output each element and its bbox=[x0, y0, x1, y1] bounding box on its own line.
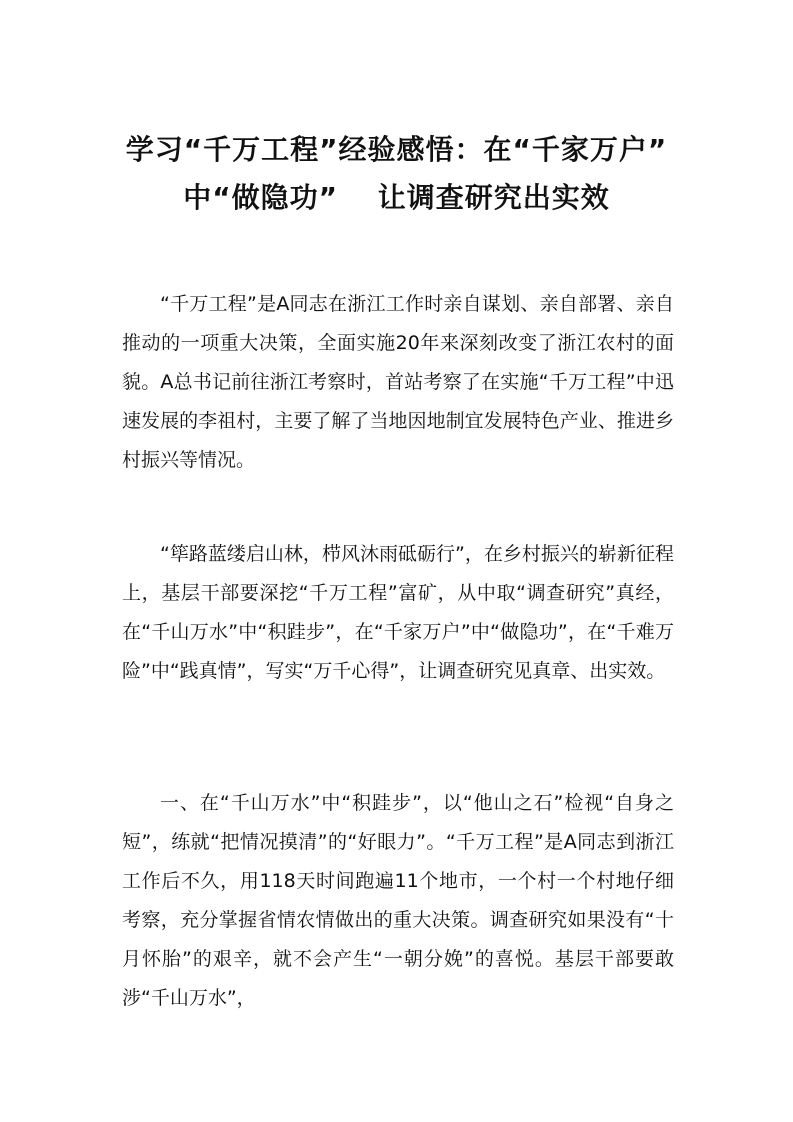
body-paragraph-3: 一、在“千山万水”中“积跬步”，以“他山之石”检视“自身之短”，练就“把情况摸清”的“好眼力”。“千万工程”是A同志到浙江工作后不久，用118天时间跑遍11个地市，一个村一个村地仔细考察，充分掌握省情农情做出的重大决策。调查研究如果没有“十月怀胎”的艰辛，就不会产生“一朝分娩”的喜悦。基层干部要敢涉“千山万水”， bbox=[122, 792, 674, 1009]
document-title-line-2: 中“做隐功” 让调查研究出实效 bbox=[183, 181, 610, 214]
document-title-line-1: 学习“千万工程”经验感悟：在“千家万户” bbox=[125, 133, 668, 166]
body-paragraph-2: “筚路蓝缕启山林，栉风沐雨砥砺行”，在乡村振兴的崭新征程上，基层干部要深挖“千万工程”富矿，从中取“调查研究”真经，在“千山万水”中“积跬步”，在“千家万户”中“做隐功”，在“千难万险”中“践真情”，写实“万千心得”，让调查研究见真章、出实效。 bbox=[122, 543, 674, 682]
body-paragraph-1: “千万工程”是A同志在浙江工作时亲自谋划、亲自部署、亲自推动的一项重大决策，全面实施20年来深刻改变了浙江农村的面貌。A总书记前往浙江考察时，首站考察了在实施“千万工程”中迅速发展的李祖村，主要了解了当地因地制宜发展特色产业、推进乡村振兴等情况。 bbox=[122, 293, 674, 471]
